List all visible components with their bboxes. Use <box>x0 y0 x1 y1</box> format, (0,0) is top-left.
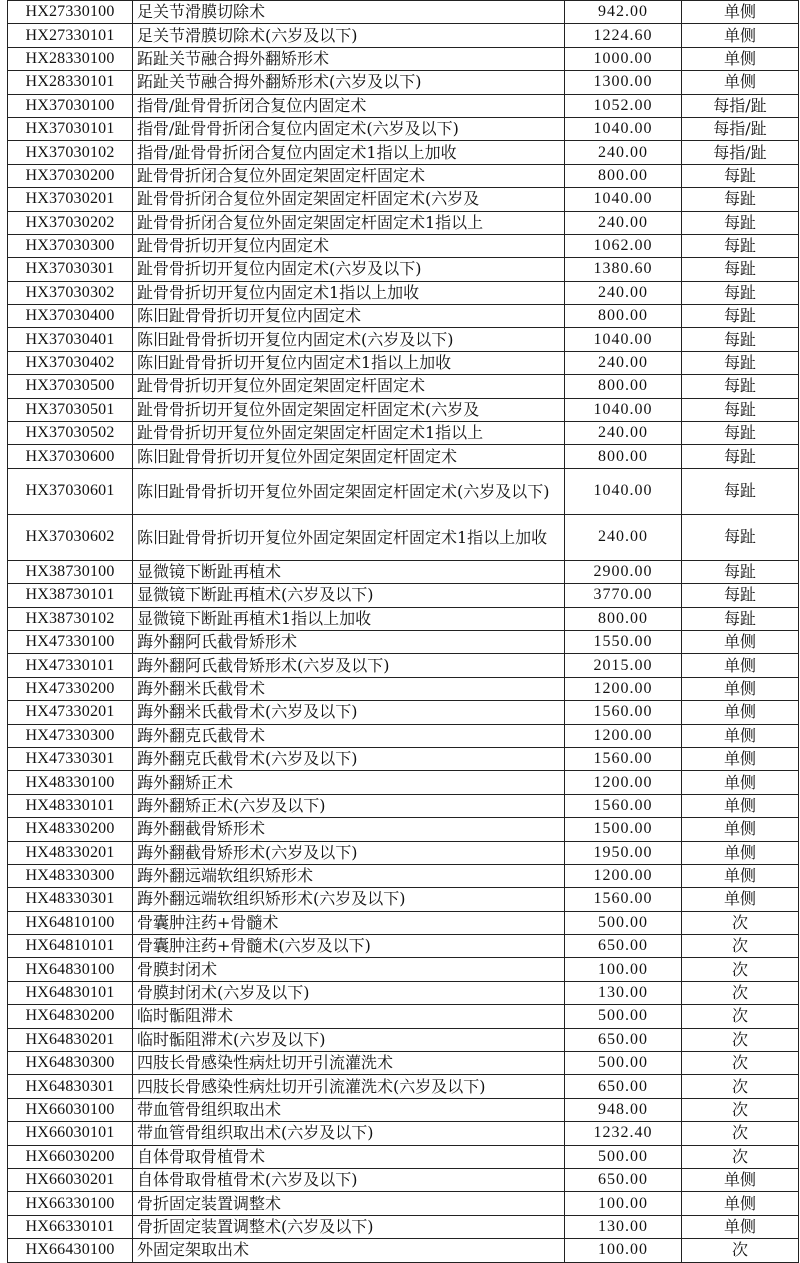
item-unit-cell: 每指/趾 <box>682 117 799 140</box>
table-row <box>8 677 799 700</box>
item-name-cell: 指骨/趾骨骨折闭合复位内固定术 <box>133 94 565 117</box>
item-name-cell: 四肢长骨感染性病灶切开引流灌洗术(六岁及以下) <box>133 1075 565 1098</box>
item-price-cell: 1052.00 <box>565 94 682 117</box>
item-code-cell: HX37030502 <box>8 422 133 445</box>
item-unit-cell: 单侧 <box>682 1168 799 1191</box>
item-price-cell: 240.00 <box>565 141 682 164</box>
item-unit-cell: 单侧 <box>682 654 799 677</box>
fee-schedule-table <box>7 0 799 1263</box>
item-name-cell: 自体骨取骨植骨术 <box>133 1145 565 1168</box>
item-code-cell: HX37030401 <box>8 328 133 351</box>
item-name-cell: 足关节滑膜切除术(六岁及以下) <box>133 24 565 47</box>
table-row <box>8 398 799 421</box>
item-name-cell: 带血管骨组织取出术 <box>133 1098 565 1121</box>
item-unit-cell: 每趾 <box>682 514 799 560</box>
item-name-cell: 踇外翻截骨矫形术 <box>133 818 565 841</box>
item-name-cell: 临时骺阻滞术 <box>133 1005 565 1028</box>
item-name-cell: 趾骨骨折闭合复位外固定架固定杆固定术 <box>133 164 565 187</box>
item-unit-cell: 单侧 <box>682 1192 799 1215</box>
item-price-cell: 1040.00 <box>565 328 682 351</box>
table-row <box>8 94 799 117</box>
item-name-cell: 陈旧趾骨骨折切开复位外固定架固定杆固定术 <box>133 445 565 468</box>
item-code-cell: HX38730100 <box>8 560 133 583</box>
table-row <box>8 24 799 47</box>
item-price-cell: 1560.00 <box>565 701 682 724</box>
item-price-cell: 100.00 <box>565 1192 682 1215</box>
item-code-cell: HX64830101 <box>8 981 133 1004</box>
table-row <box>8 771 799 794</box>
item-price-cell: 1040.00 <box>565 188 682 211</box>
item-name-cell: 踇外翻截骨矫形术(六岁及以下) <box>133 841 565 864</box>
table-row <box>8 164 799 187</box>
item-code-cell: HX28330101 <box>8 71 133 94</box>
table-row <box>8 958 799 981</box>
item-unit-cell: 次 <box>682 1145 799 1168</box>
item-unit-cell: 单侧 <box>682 47 799 70</box>
item-name-cell: 外固定架取出术 <box>133 1239 565 1262</box>
item-code-cell: HX37030400 <box>8 305 133 328</box>
item-code-cell: HX37030402 <box>8 351 133 374</box>
table-row <box>8 47 799 70</box>
item-unit-cell: 每指/趾 <box>682 94 799 117</box>
item-code-cell: HX37030301 <box>8 258 133 281</box>
item-unit-cell: 单侧 <box>682 794 799 817</box>
table-row <box>8 701 799 724</box>
item-unit-cell: 次 <box>682 958 799 981</box>
item-price-cell: 948.00 <box>565 1098 682 1121</box>
item-name-cell: 骨囊肿注药+骨髓术 <box>133 911 565 934</box>
item-price-cell: 240.00 <box>565 211 682 234</box>
item-price-cell: 1200.00 <box>565 677 682 700</box>
item-unit-cell: 每趾 <box>682 234 799 257</box>
table-row <box>8 630 799 653</box>
item-name-cell: 踇外翻矫正术 <box>133 771 565 794</box>
item-name-cell: 陈旧趾骨骨折切开复位内固定术(六岁及以下) <box>133 328 565 351</box>
item-code-cell: HX66430100 <box>8 1239 133 1262</box>
item-price-cell: 240.00 <box>565 281 682 304</box>
item-unit-cell: 次 <box>682 1052 799 1075</box>
item-price-cell: 500.00 <box>565 1052 682 1075</box>
table-row <box>8 911 799 934</box>
item-unit-cell: 单侧 <box>682 677 799 700</box>
item-name-cell: 陈旧趾骨骨折切开复位内固定术1指以上加收 <box>133 351 565 374</box>
item-name-cell: 踇外翻远端软组织矫形术 <box>133 864 565 887</box>
item-name-cell: 趾骨骨折闭合复位外固定架固定杆固定术1指以上 <box>133 211 565 234</box>
item-code-cell: HX37030200 <box>8 164 133 187</box>
table-row <box>8 1215 799 1238</box>
item-name-cell: 跖趾关节融合拇外翻矫形术 <box>133 47 565 70</box>
item-name-cell: 踇外翻阿氏截骨矫形术(六岁及以下) <box>133 654 565 677</box>
item-price-cell: 1062.00 <box>565 234 682 257</box>
table-row <box>8 375 799 398</box>
item-price-cell: 942.00 <box>565 1 682 24</box>
table-row <box>8 328 799 351</box>
item-name-cell: 指骨/趾骨骨折闭合复位内固定术1指以上加收 <box>133 141 565 164</box>
item-price-cell: 1200.00 <box>565 724 682 747</box>
item-price-cell: 2015.00 <box>565 654 682 677</box>
table-row <box>8 445 799 468</box>
item-price-cell: 2900.00 <box>565 560 682 583</box>
item-name-cell: 踇外翻米氏截骨术 <box>133 677 565 700</box>
item-price-cell: 800.00 <box>565 164 682 187</box>
item-price-cell: 100.00 <box>565 1239 682 1262</box>
item-name-cell: 骨折固定装置调整术 <box>133 1192 565 1215</box>
table-row <box>8 422 799 445</box>
item-code-cell: HX37030201 <box>8 188 133 211</box>
item-code-cell: HX48330300 <box>8 864 133 887</box>
item-code-cell: HX64810101 <box>8 935 133 958</box>
item-name-cell: 趾骨骨折切开复位内固定术(六岁及以下) <box>133 258 565 281</box>
item-unit-cell: 次 <box>682 1122 799 1145</box>
item-code-cell: HX47330301 <box>8 747 133 770</box>
item-unit-cell: 每趾 <box>682 398 799 421</box>
table-body <box>8 1 799 1263</box>
item-price-cell: 1232.40 <box>565 1122 682 1145</box>
item-price-cell: 1200.00 <box>565 864 682 887</box>
item-name-cell: 趾骨骨折切开复位内固定术 <box>133 234 565 257</box>
table-row <box>8 211 799 234</box>
item-price-cell: 1224.60 <box>565 24 682 47</box>
item-name-cell: 踇外翻远端软组织矫形术(六岁及以下) <box>133 888 565 911</box>
table-row <box>8 1168 799 1191</box>
item-unit-cell: 次 <box>682 911 799 934</box>
item-price-cell: 1500.00 <box>565 818 682 841</box>
table-row <box>8 514 799 560</box>
item-code-cell: HX37030302 <box>8 281 133 304</box>
table-row <box>8 1005 799 1028</box>
item-code-cell: HX48330200 <box>8 818 133 841</box>
item-unit-cell: 每趾 <box>682 584 799 607</box>
item-price-cell: 500.00 <box>565 1145 682 1168</box>
item-unit-cell: 单侧 <box>682 71 799 94</box>
item-unit-cell: 单侧 <box>682 771 799 794</box>
table-row <box>8 1239 799 1262</box>
table-row <box>8 234 799 257</box>
item-name-cell: 踇外翻米氏截骨术(六岁及以下) <box>133 701 565 724</box>
table-row <box>8 841 799 864</box>
item-price-cell: 1040.00 <box>565 398 682 421</box>
item-code-cell: HX47330200 <box>8 677 133 700</box>
item-price-cell: 650.00 <box>565 1075 682 1098</box>
item-name-cell: 骨膜封闭术(六岁及以下) <box>133 981 565 1004</box>
item-unit-cell: 每趾 <box>682 351 799 374</box>
item-code-cell: HX38730101 <box>8 584 133 607</box>
table-row <box>8 794 799 817</box>
item-price-cell: 650.00 <box>565 1168 682 1191</box>
item-unit-cell: 单侧 <box>682 724 799 747</box>
item-unit-cell: 单侧 <box>682 864 799 887</box>
item-code-cell: HX47330300 <box>8 724 133 747</box>
item-unit-cell: 单侧 <box>682 818 799 841</box>
item-price-cell: 800.00 <box>565 607 682 630</box>
item-code-cell: HX37030600 <box>8 445 133 468</box>
item-price-cell: 1380.60 <box>565 258 682 281</box>
item-unit-cell: 单侧 <box>682 1 799 24</box>
item-price-cell: 1040.00 <box>565 468 682 514</box>
item-unit-cell: 次 <box>682 1098 799 1121</box>
item-code-cell: HX64830201 <box>8 1028 133 1051</box>
item-code-cell: HX66030101 <box>8 1122 133 1145</box>
table-row <box>8 981 799 1004</box>
item-price-cell: 1300.00 <box>565 71 682 94</box>
item-price-cell: 240.00 <box>565 351 682 374</box>
item-code-cell: HX47330101 <box>8 654 133 677</box>
item-code-cell: HX37030102 <box>8 141 133 164</box>
item-price-cell: 130.00 <box>565 981 682 1004</box>
table-row <box>8 1145 799 1168</box>
item-unit-cell: 单侧 <box>682 701 799 724</box>
table-row <box>8 560 799 583</box>
table-row <box>8 281 799 304</box>
item-code-cell: HX37030601 <box>8 468 133 514</box>
item-name-cell: 趾骨骨折切开复位外固定架固定杆固定术(六岁及 <box>133 398 565 421</box>
item-unit-cell: 每趾 <box>682 560 799 583</box>
item-code-cell: HX37030101 <box>8 117 133 140</box>
table-row <box>8 71 799 94</box>
table-row <box>8 864 799 887</box>
item-unit-cell: 每趾 <box>682 328 799 351</box>
item-unit-cell: 次 <box>682 981 799 1004</box>
item-code-cell: HX27330101 <box>8 24 133 47</box>
item-name-cell: 临时骺阻滞术(六岁及以下) <box>133 1028 565 1051</box>
item-unit-cell: 次 <box>682 1239 799 1262</box>
item-code-cell: HX37030300 <box>8 234 133 257</box>
item-name-cell: 骨膜封闭术 <box>133 958 565 981</box>
item-price-cell: 1550.00 <box>565 630 682 653</box>
item-price-cell: 1040.00 <box>565 117 682 140</box>
table-row <box>8 607 799 630</box>
table-row <box>8 305 799 328</box>
item-price-cell: 500.00 <box>565 911 682 934</box>
item-unit-cell: 每趾 <box>682 422 799 445</box>
item-code-cell: HX27330100 <box>8 1 133 24</box>
table-row <box>8 117 799 140</box>
item-code-cell: HX38730102 <box>8 607 133 630</box>
item-price-cell: 650.00 <box>565 935 682 958</box>
item-unit-cell: 次 <box>682 1028 799 1051</box>
table-row <box>8 818 799 841</box>
item-name-cell: 足关节滑膜切除术 <box>133 1 565 24</box>
item-code-cell: HX48330100 <box>8 771 133 794</box>
item-price-cell: 500.00 <box>565 1005 682 1028</box>
item-code-cell: HX37030100 <box>8 94 133 117</box>
item-unit-cell: 每趾 <box>682 258 799 281</box>
item-price-cell: 240.00 <box>565 422 682 445</box>
table-row <box>8 654 799 677</box>
item-name-cell: 带血管骨组织取出术(六岁及以下) <box>133 1122 565 1145</box>
item-name-cell: 显微镜下断趾再植术 <box>133 560 565 583</box>
table-row <box>8 258 799 281</box>
item-price-cell: 1560.00 <box>565 747 682 770</box>
item-unit-cell: 每趾 <box>682 607 799 630</box>
item-code-cell: HX66330101 <box>8 1215 133 1238</box>
item-name-cell: 跖趾关节融合拇外翻矫形术(六岁及以下) <box>133 71 565 94</box>
item-code-cell: HX66030200 <box>8 1145 133 1168</box>
item-price-cell: 240.00 <box>565 514 682 560</box>
item-code-cell: HX37030602 <box>8 514 133 560</box>
table-row <box>8 1122 799 1145</box>
item-name-cell: 骨囊肿注药+骨髓术(六岁及以下) <box>133 935 565 958</box>
item-price-cell: 650.00 <box>565 1028 682 1051</box>
item-code-cell: HX37030500 <box>8 375 133 398</box>
item-name-cell: 指骨/趾骨骨折闭合复位内固定术(六岁及以下) <box>133 117 565 140</box>
item-code-cell: HX48330101 <box>8 794 133 817</box>
item-price-cell: 100.00 <box>565 958 682 981</box>
table-row <box>8 935 799 958</box>
item-price-cell: 800.00 <box>565 375 682 398</box>
item-price-cell: 1560.00 <box>565 888 682 911</box>
item-unit-cell: 次 <box>682 1075 799 1098</box>
item-unit-cell: 单侧 <box>682 24 799 47</box>
item-code-cell: HX64830100 <box>8 958 133 981</box>
item-unit-cell: 每趾 <box>682 305 799 328</box>
item-name-cell: 踇外翻克氏截骨术(六岁及以下) <box>133 747 565 770</box>
item-unit-cell: 每趾 <box>682 164 799 187</box>
item-price-cell: 800.00 <box>565 305 682 328</box>
item-name-cell: 踇外翻克氏截骨术 <box>133 724 565 747</box>
item-name-cell: 显微镜下断趾再植术1指以上加收 <box>133 607 565 630</box>
item-name-cell: 骨折固定装置调整术(六岁及以下) <box>133 1215 565 1238</box>
item-code-cell: HX64810100 <box>8 911 133 934</box>
item-unit-cell: 每趾 <box>682 281 799 304</box>
item-code-cell: HX64830301 <box>8 1075 133 1098</box>
table-row <box>8 1 799 24</box>
item-name-cell: 陈旧趾骨骨折切开复位内固定术 <box>133 305 565 328</box>
item-name-cell: 陈旧趾骨骨折切开复位外固定架固定杆固定术1指以上加收 <box>133 514 565 560</box>
table-row <box>8 584 799 607</box>
item-unit-cell: 每趾 <box>682 375 799 398</box>
item-name-cell: 趾骨骨折切开复位外固定架固定杆固定术1指以上 <box>133 422 565 445</box>
item-unit-cell: 每指/趾 <box>682 141 799 164</box>
item-code-cell: HX64830200 <box>8 1005 133 1028</box>
item-name-cell: 四肢长骨感染性病灶切开引流灌洗术 <box>133 1052 565 1075</box>
table-row <box>8 888 799 911</box>
item-unit-cell: 单侧 <box>682 888 799 911</box>
item-name-cell: 显微镜下断趾再植术(六岁及以下) <box>133 584 565 607</box>
item-unit-cell: 单侧 <box>682 841 799 864</box>
item-code-cell: HX64830300 <box>8 1052 133 1075</box>
item-price-cell: 800.00 <box>565 445 682 468</box>
item-unit-cell: 单侧 <box>682 747 799 770</box>
table-row <box>8 1075 799 1098</box>
item-price-cell: 1200.00 <box>565 771 682 794</box>
table-row <box>8 351 799 374</box>
item-code-cell: HX66030201 <box>8 1168 133 1191</box>
table-row <box>8 747 799 770</box>
item-price-cell: 1000.00 <box>565 47 682 70</box>
item-name-cell: 自体骨取骨植骨术(六岁及以下) <box>133 1168 565 1191</box>
item-name-cell: 趾骨骨折切开复位内固定术1指以上加收 <box>133 281 565 304</box>
item-name-cell: 陈旧趾骨骨折切开复位外固定架固定杆固定术(六岁及以下) <box>133 468 565 514</box>
item-name-cell: 踇外翻阿氏截骨矫形术 <box>133 630 565 653</box>
item-code-cell: HX37030202 <box>8 211 133 234</box>
table-row <box>8 188 799 211</box>
table-row <box>8 724 799 747</box>
item-unit-cell: 每趾 <box>682 188 799 211</box>
table-row <box>8 1192 799 1215</box>
table-row <box>8 1098 799 1121</box>
item-price-cell: 1950.00 <box>565 841 682 864</box>
item-name-cell: 踇外翻矫正术(六岁及以下) <box>133 794 565 817</box>
item-unit-cell: 每趾 <box>682 445 799 468</box>
item-unit-cell: 次 <box>682 1005 799 1028</box>
item-code-cell: HX66330100 <box>8 1192 133 1215</box>
item-price-cell: 3770.00 <box>565 584 682 607</box>
table-row <box>8 141 799 164</box>
item-code-cell: HX48330301 <box>8 888 133 911</box>
item-name-cell: 趾骨骨折切开复位外固定架固定杆固定术 <box>133 375 565 398</box>
item-name-cell: 趾骨骨折闭合复位外固定架固定杆固定术(六岁及 <box>133 188 565 211</box>
item-code-cell: HX48330201 <box>8 841 133 864</box>
item-price-cell: 130.00 <box>565 1215 682 1238</box>
item-unit-cell: 次 <box>682 935 799 958</box>
item-code-cell: HX47330201 <box>8 701 133 724</box>
item-code-cell: HX66030100 <box>8 1098 133 1121</box>
table-row <box>8 468 799 514</box>
table-row <box>8 1052 799 1075</box>
item-code-cell: HX37030501 <box>8 398 133 421</box>
item-unit-cell: 每趾 <box>682 468 799 514</box>
item-code-cell: HX28330100 <box>8 47 133 70</box>
item-unit-cell: 单侧 <box>682 1215 799 1238</box>
item-unit-cell: 单侧 <box>682 630 799 653</box>
item-price-cell: 1560.00 <box>565 794 682 817</box>
item-code-cell: HX47330100 <box>8 630 133 653</box>
table-row <box>8 1028 799 1051</box>
item-unit-cell: 每趾 <box>682 211 799 234</box>
